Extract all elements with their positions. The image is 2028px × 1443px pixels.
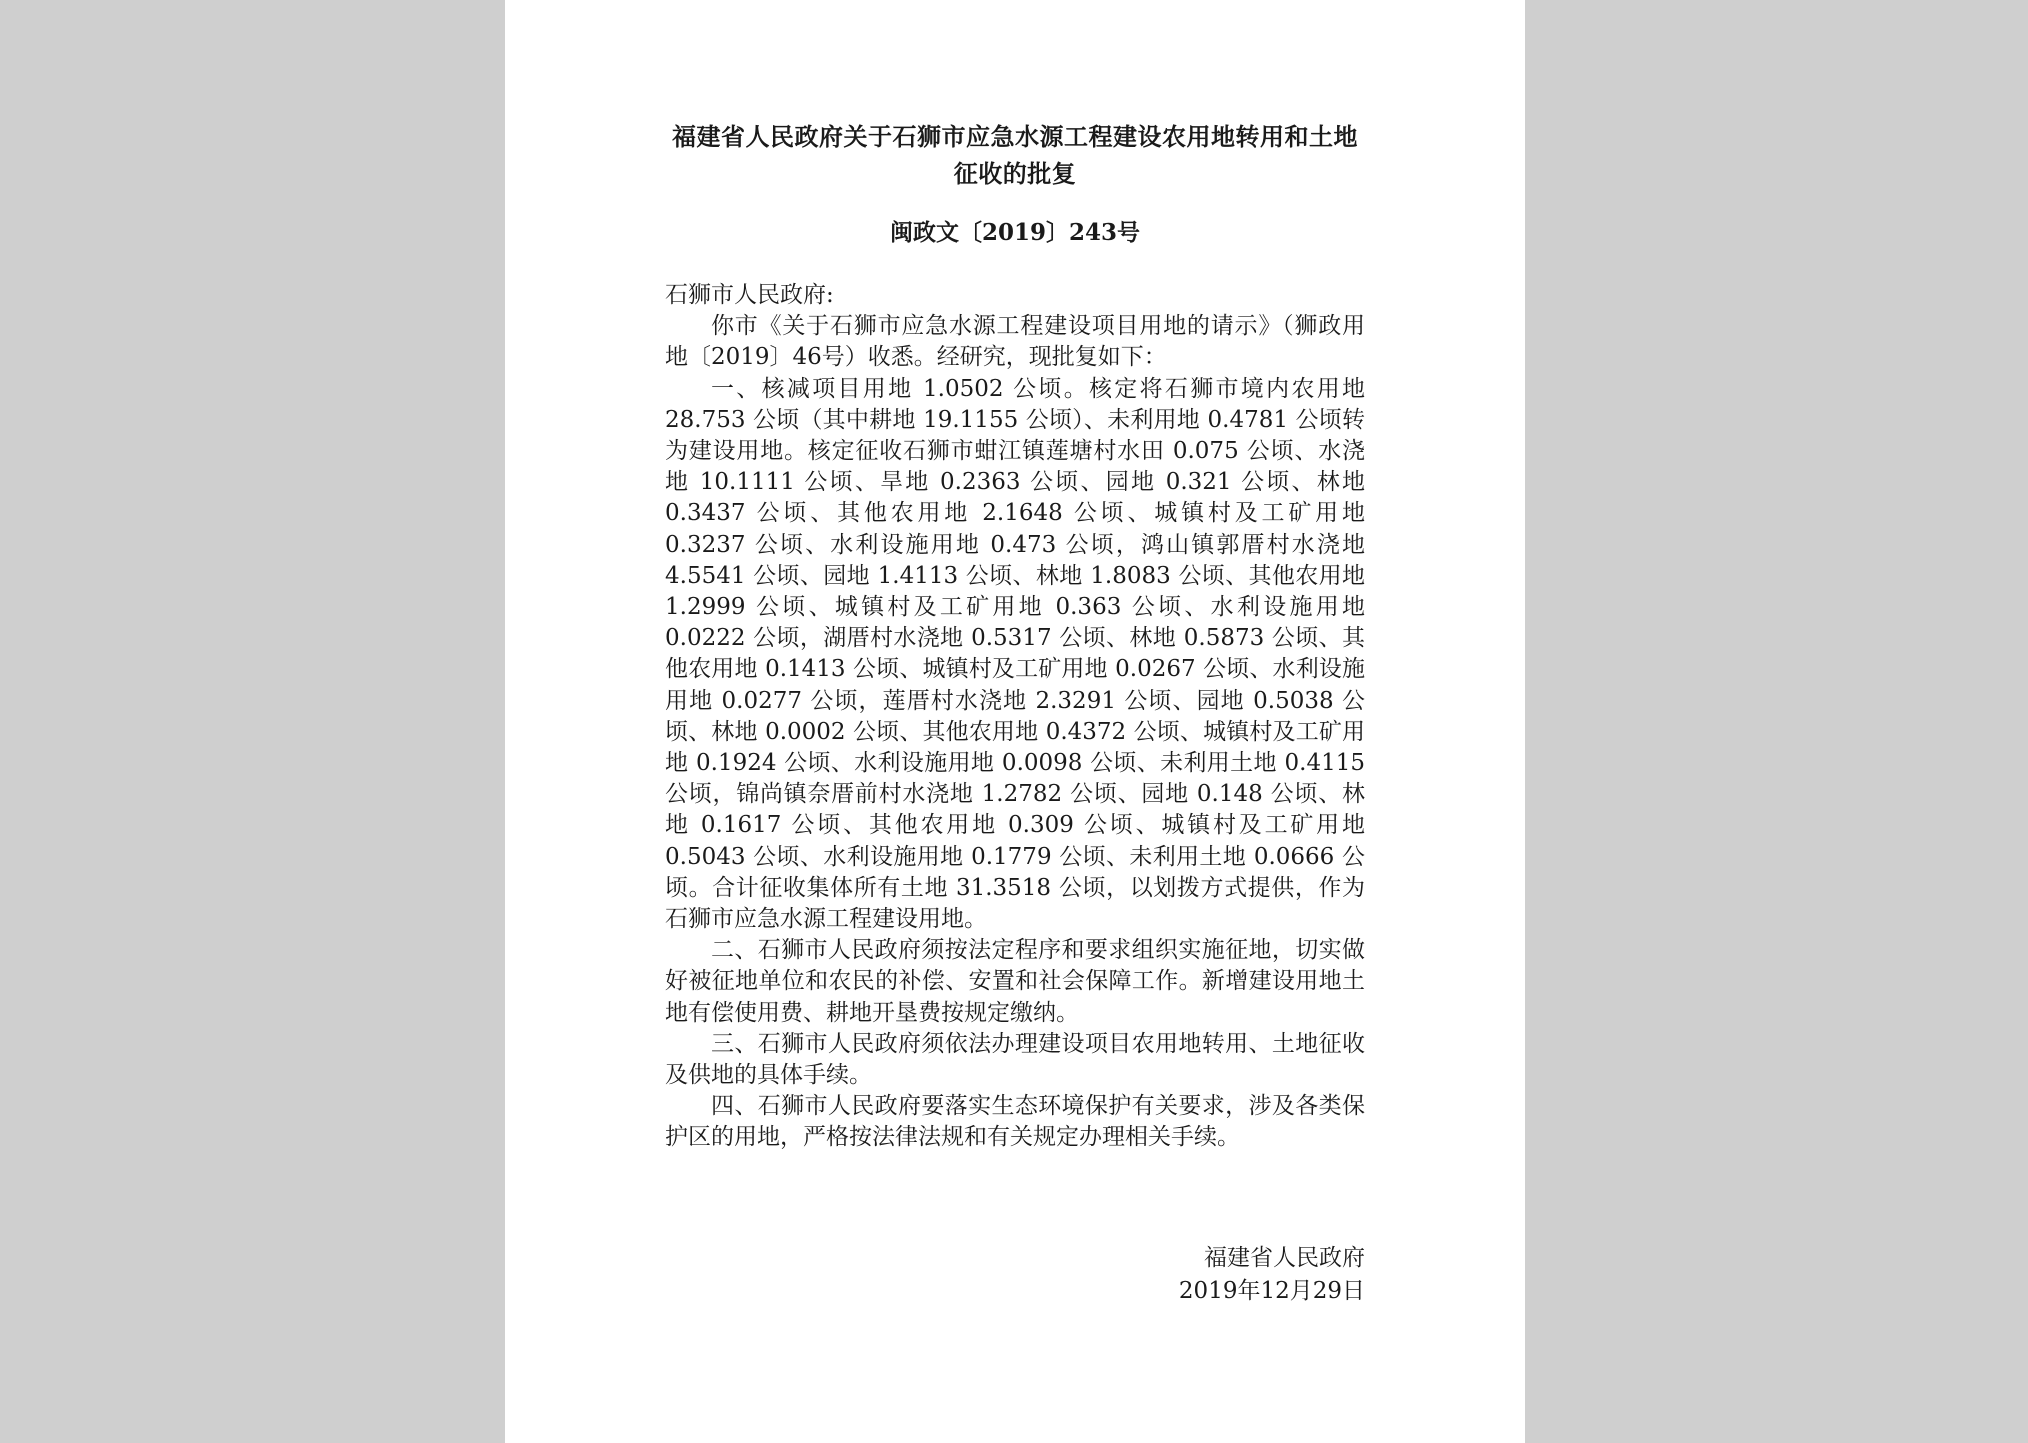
paragraph-item-2: 二、石狮市人民政府须按法定程序和要求组织实施征地，切实做好被征地单位和农民的补偿、安置和社会保障工作。新增建设用地土地有偿使用费、耕地开垦费按规定缴纳。	[665, 937, 1365, 1026]
document-number: 闽政文〔2019〕243号	[889, 219, 1141, 246]
issue-date: 2019年12月29日	[1178, 1278, 1365, 1304]
document-title: 福建省人民政府关于石狮市应急水源工程建设农用地转用和土地征收的批复	[672, 122, 1358, 188]
paragraph-item-3: 三、石狮市人民政府须依法办理建设项目农用地转用、土地征收及供地的具体手续。	[665, 1030, 1365, 1089]
document-body	[665, 280, 1365, 1154]
signature-block	[1165, 1242, 1365, 1308]
salutation: 石狮市人民政府:	[665, 282, 834, 308]
paragraph-intro: 你市《关于石狮市应急水源工程建设项目用地的请示》（狮政用地〔2019〕46号）收悉。经研究，现批复如下：	[665, 313, 1365, 371]
issuer-name: 福建省人民政府	[1204, 1245, 1365, 1271]
document-page	[505, 0, 1525, 1443]
paragraph-item-1: 一、核减项目用地 1.0502 公顷。核定将石狮市境内农用地 28.753 公顷（其中耕地 19.1155 公顷）、未利用地 0.4781 公顷转为建设用地。核定征收石狮市蚶江镇莲塘村水田 0.075 公顷、水浇地 10.1111 公顷、旱地 0.2363 公顷、园地 0.321 公顷、林地 0.3437 公顷、其他农用地 2.1648 公顷、城镇村及工矿用地 0.3237 公顷、水利设施用地 0.473 公顷，鸿山镇郭厝村水浇地 4.5541 公顷、园地 1.4113 公顷、林地 1.8083 公顷、其他农用地 1.2999 公顷、城镇村及工矿用地 0.363 公顷、水利设施用地 0.0222 公顷，湖厝村水浇地 0.5317 公顷、林地 0.5873 公顷、其他农用地 0.1413 公顷、城镇村及工矿用地 0.0267 公顷、水利设施用地 0.0277 公顷，莲厝村水浇地 2.3291 公顷、园地 0.5038 公顷、林地 0.0002 公顷、其他农用地 0.4372 公顷、城镇村及工矿用地 0.1924 公顷、水利设施用地 0.0098 公顷、未利用土地 0.4115 公顷，锦尚镇奈厝前村水浇地 1.2782 公顷、园地 0.148 公顷、林地 0.1617 公顷、其他农用地 0.309 公顷、城镇村及工矿用地 0.5043 公顷、水利设施用地 0.1779 公顷、未利用土地 0.0666 公顷。合计征收集体所有土地 31.3518 公顷，以划拨方式提供，作为石狮市应急水源工程建设用地。	[665, 375, 1365, 933]
paragraph-item-4: 四、石狮市人民政府要落实生态环境保护有关要求，涉及各类保护区的用地，严格按法律法规和有关规定办理相关手续。	[665, 1093, 1365, 1151]
